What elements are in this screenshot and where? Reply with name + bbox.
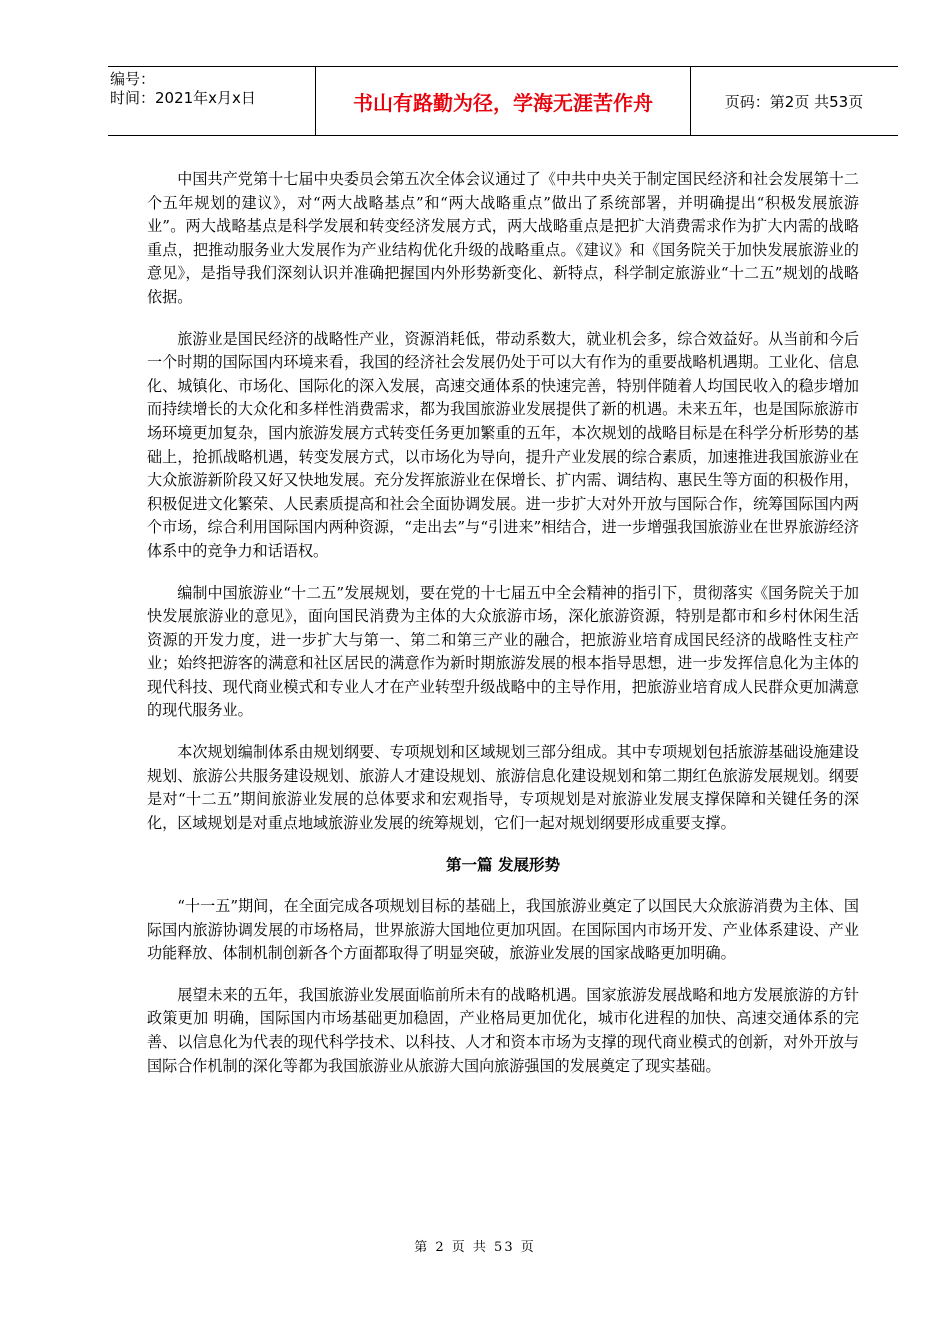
doc-time-label: 时间：2021年x月x日 bbox=[110, 89, 256, 107]
paragraph: 旅游业是国民经济的战略性产业，资源消耗低，带动系数大，就业机会多，综合效益好。从当前和今后一个时期的国际国内环境来看，我国的经济社会发展仍处于可以大有作为的重要战略机遇期。工业化、信息化、城镇化、市场化、国际化的深入发展，高速交通体系的快速完善，特别伴随着人均国民收入的稳步增加而持续增长的大众化和多样性消费需求，都为我国旅游业发展提供了新的机遇。未来五年，也是国际旅游市场环境更加复杂，国内旅游发展方式转变任务更加繁重的五年，本次规划的战略目标是在科学分析形势的基础上，抢抓战略机遇，转变发展方式，以市场化为导向，提升产业发展的综合素质，加速推进我国旅游业在大众旅游新阶段又好又快地发展。充分发挥旅游业在保增长、扩内需、调结构、惠民生等方面的积极作用，积极促进文化繁荣、人民素质提高和社会全面协调发展。进一步扩大对外开放与国际合作，统筹国际国内两个市场，综合利用国际国内两种资源，“走出去”与“引进来”相结合，进一步增强我国旅游业在世界旅游经济体系中的竞争力和话语权。 bbox=[147, 329, 859, 560]
page-header bbox=[108, 66, 898, 136]
paragraph: 展望未来的五年，我国旅游业发展面临前所未有的战略机遇。国家旅游发展战略和地方发展旅游的方针政策更加 明确，国际国内市场基础更加稳固，产业格局更加优化，城市化进程的加快、高速交通体系的完善、以信息化为代表的现代科学技术、以科技、人才和资本市场为支撑的现代商业模式的创新，对外开放与国际合作机制的深化等都为我国旅游业从旅游大国向旅游强国的发展奠定了现实基础。 bbox=[147, 985, 859, 1075]
paragraph: 中国共产党第十七届中央委员会第五次全体会议通过了《中共中央关于制定国民经济和社会发展第十二个五年规划的建议》，对“两大战略基点”和“两大战略重点”做出了系统部署，并明确提出“积极发展旅游业”。两大战略基点是科学发展和转变经济发展方式，两大战略重点是把扩大消费需求作为扩大内需的战略重点，把推动服务业大发展作为产业结构优化升级的战略重点。《建议》和《国务院关于加快发展旅游业的意见》，是指导我们深刻认识并准确把握国内外形势新变化、新特点，科学制定旅游业“十二五”规划的战略依据。 bbox=[147, 170, 859, 306]
document-body bbox=[147, 168, 859, 1096]
header-page-number: 页码：第2页 共53页 bbox=[724, 92, 864, 111]
paragraph: 编制中国旅游业“十二五”发展规划，要在党的十七届五中全会精神的指引下，贯彻落实《国务院关于加快发展旅游业的意见》，面向国民消费为主体的大众旅游市场，深化旅游资源，特别是都市和乡村休闲生活资源的开发力度，进一步扩大与第一、第二和第三产业的融合，把旅游业培育成国民经济的战略性支柱产业；始终把游客的满意和社区居民的满意作为新时期旅游发展的根本指导思想，进一步发挥信息化为主体的现代科技、现代商业模式和专业人才在产业转型升级战略中的主导作用，把旅游业培育成人民群众更加满意的现代服务业。 bbox=[147, 583, 859, 720]
header-meta bbox=[110, 70, 315, 132]
header-motto: 书山有路勤为径，学海无涯苦作舟 bbox=[315, 67, 691, 135]
paragraph: 本次规划编制体系由规划纲要、专项规划和区域规划三部分组成。其中专项规划包括旅游基础设施建设规划、旅游公共服务建设规划、旅游人才建设规划、旅游信息化建设规划和第二期红色旅游发展规划。纲要是对“十二五”期间旅游业发展的总体要求和宏观指导，专项规划是对旅游业发展支撑保障和关键任务的深化，区域规划是对重点地域旅游业发展的统筹规划，它们一起对规划纲要形成重要支撑。 bbox=[147, 743, 859, 832]
paragraph: “十一五”期间，在全面完成各项规划目标的基础上，我国旅游业奠定了以国民大众旅游消费为主体、国际国内旅游协调发展的市场格局，世界旅游大国地位更加巩固。在国际国内市场开发、产业体系建设、产业功能释放、体制机制创新各个方面都取得了明显突破，旅游业发展的国家战略更加明确。 bbox=[147, 897, 859, 963]
page-footer: 第 2 页 共 53 页 bbox=[414, 1240, 536, 1255]
doc-number-label: 编号： bbox=[110, 70, 156, 88]
section-title: 第一篇 发展形势 bbox=[446, 855, 560, 875]
